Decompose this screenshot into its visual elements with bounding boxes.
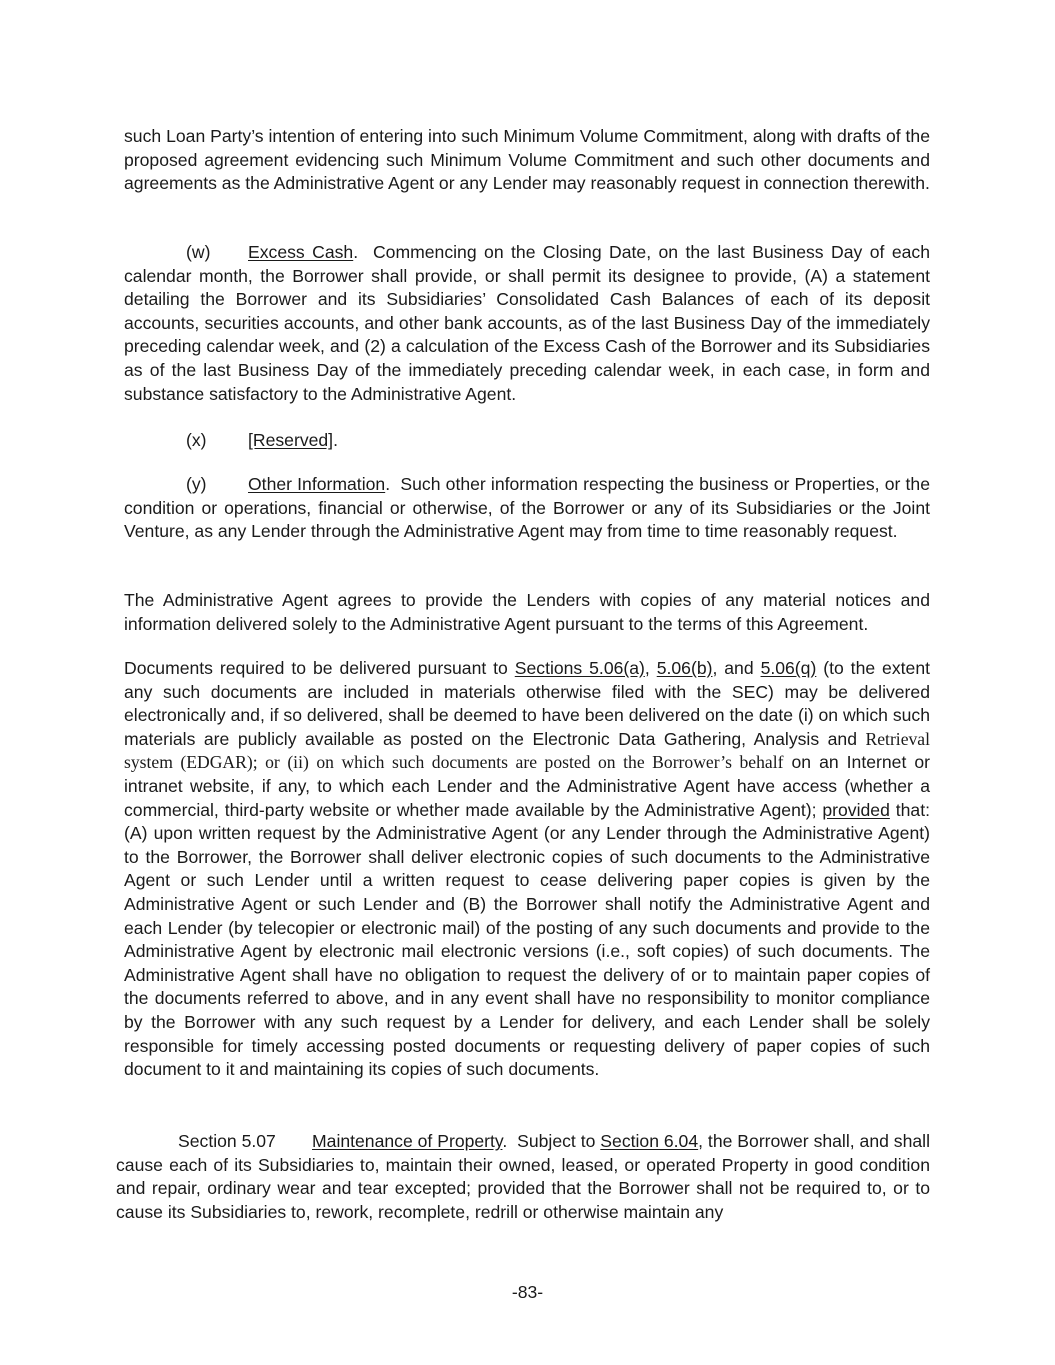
paragraph-continuation: such Loan Party’s intention of entering into such Minimum Volume Commitment, along with drafts of the proposed agreement evidencing such Minimum Volume Commitment and such other documents and agreements as the Administrative Agent or any Lender may reasonably request in connection therewith. — [124, 126, 930, 194]
section-5-07-maintenance: Section 5.07 Maintenance of Property. Subject to Section 6.04, the Borrower shall, and shall cause each of its Subsidiaries to, maintain their owned, leased, or operated Property in good condition and repair, ordinary wear and tear excepted; provided that the Borrower shall not be required to, or to cause its Subsidiaries to, rework, recomplete, redrill or otherwise maintain any — [116, 1131, 930, 1222]
paragraph-y-other-information: (y) Other Information. Such other information respecting the business or Properties, or the condition or operations, financial or otherwise, of the Borrower or any of its Subsidiaries or the Joint Venture, as any Lender through the Administrative Agent may from time to time reasonably request. — [124, 474, 930, 542]
section-number: Section 5.07 — [178, 1131, 276, 1151]
paragraph-documents-delivery: Documents required to be delivered pursuant to Sections 5.06(a), 5.06(b), and 5.06(q) (to the extent any such documents are included in materials otherwise filed with the SEC) may be delivered electronically and, if so delivered, shall be deemed to have been delivered on the date (i) on which such materials are publicly available as posted on the Electronic Data Gathering, Analysis and Retrieval system (EDGAR); or (ii) on which such documents are posted on the Borrower’s behalf on an Internet or intranet website, if any, to which each Lender and the Administrative Agent have access (whether a commercial, third-party website or whether made available by the Administrative Agent); provided that: (A) upon written request by the Administrative Agent (or any Lender through the Administrative Agent) to the Borrower, the Borrower shall deliver electronic copies of such documents to the Administrative Agent or such Lender until a written request to cease delivering paper copies is given by the Administrative Agent or such Lender and (B) the Borrower shall notify the Administrative Agent and each Lender (by telecopier or electronic mail) of the posting of any such documents and provide to the Administrative Agent by electronic mail electronic versions (i.e., soft copies) of such documents. The Administrative Agent shall have no obligation to request the delivery of or to maintain paper copies of the documents referred to above, and in any event shall have no responsibility to monitor compliance by the Borrower with any such request by a Lender for delivery, and each Lender shall be solely responsible for timely accessing posted documents or requesting delivery of paper copies of such document to it and maintaining its copies of such documents. — [124, 658, 930, 1080]
clause-label: (y) — [186, 474, 207, 494]
section-reference: 5.06(q) — [760, 658, 817, 678]
provided-term: provided — [822, 799, 890, 820]
clause-heading: Excess Cash — [248, 242, 354, 262]
clause-heading: Other Information — [248, 474, 386, 494]
section-reference: Section 6.04 — [600, 1131, 699, 1151]
clause-label: (x) — [186, 430, 207, 450]
paragraph-w-excess-cash: (w) Excess Cash. Commencing on the Closing Date, on the last Business Day of each calendar month, the Borrower shall provide, or shall permit its designee to provide, (A) a statement detailing the Borrower and its Subsidiaries’ Consolidated Cash Balances of each of its deposit accounts, securities accounts, and other bank accounts, as of the last Business Day of the immediately preceding calendar week, and (2) a calculation of the Excess Cash of the Borrower and its Subsidiaries as of the last Business Day of the immediately preceding calendar week, in each case, in form and substance satisfactory to the Administrative Agent. — [124, 242, 930, 404]
section-heading: Maintenance of Property — [312, 1131, 503, 1151]
paragraph-x-reserved: (x) [Reserved]. — [124, 429, 930, 453]
page-number: -83- — [511, 1282, 544, 1302]
section-reference: Sections 5.06(a) — [514, 658, 645, 678]
paragraph-agent-notices: The Administrative Agent agrees to provide the Lenders with copies of any material notices and information delivered solely to the Administrative Agent pursuant to the terms of this Agreement. — [124, 590, 930, 634]
clause-label: (w) — [186, 242, 211, 262]
section-reference: 5.06(b) — [656, 658, 713, 678]
clause-heading: [Reserved] — [248, 430, 334, 450]
